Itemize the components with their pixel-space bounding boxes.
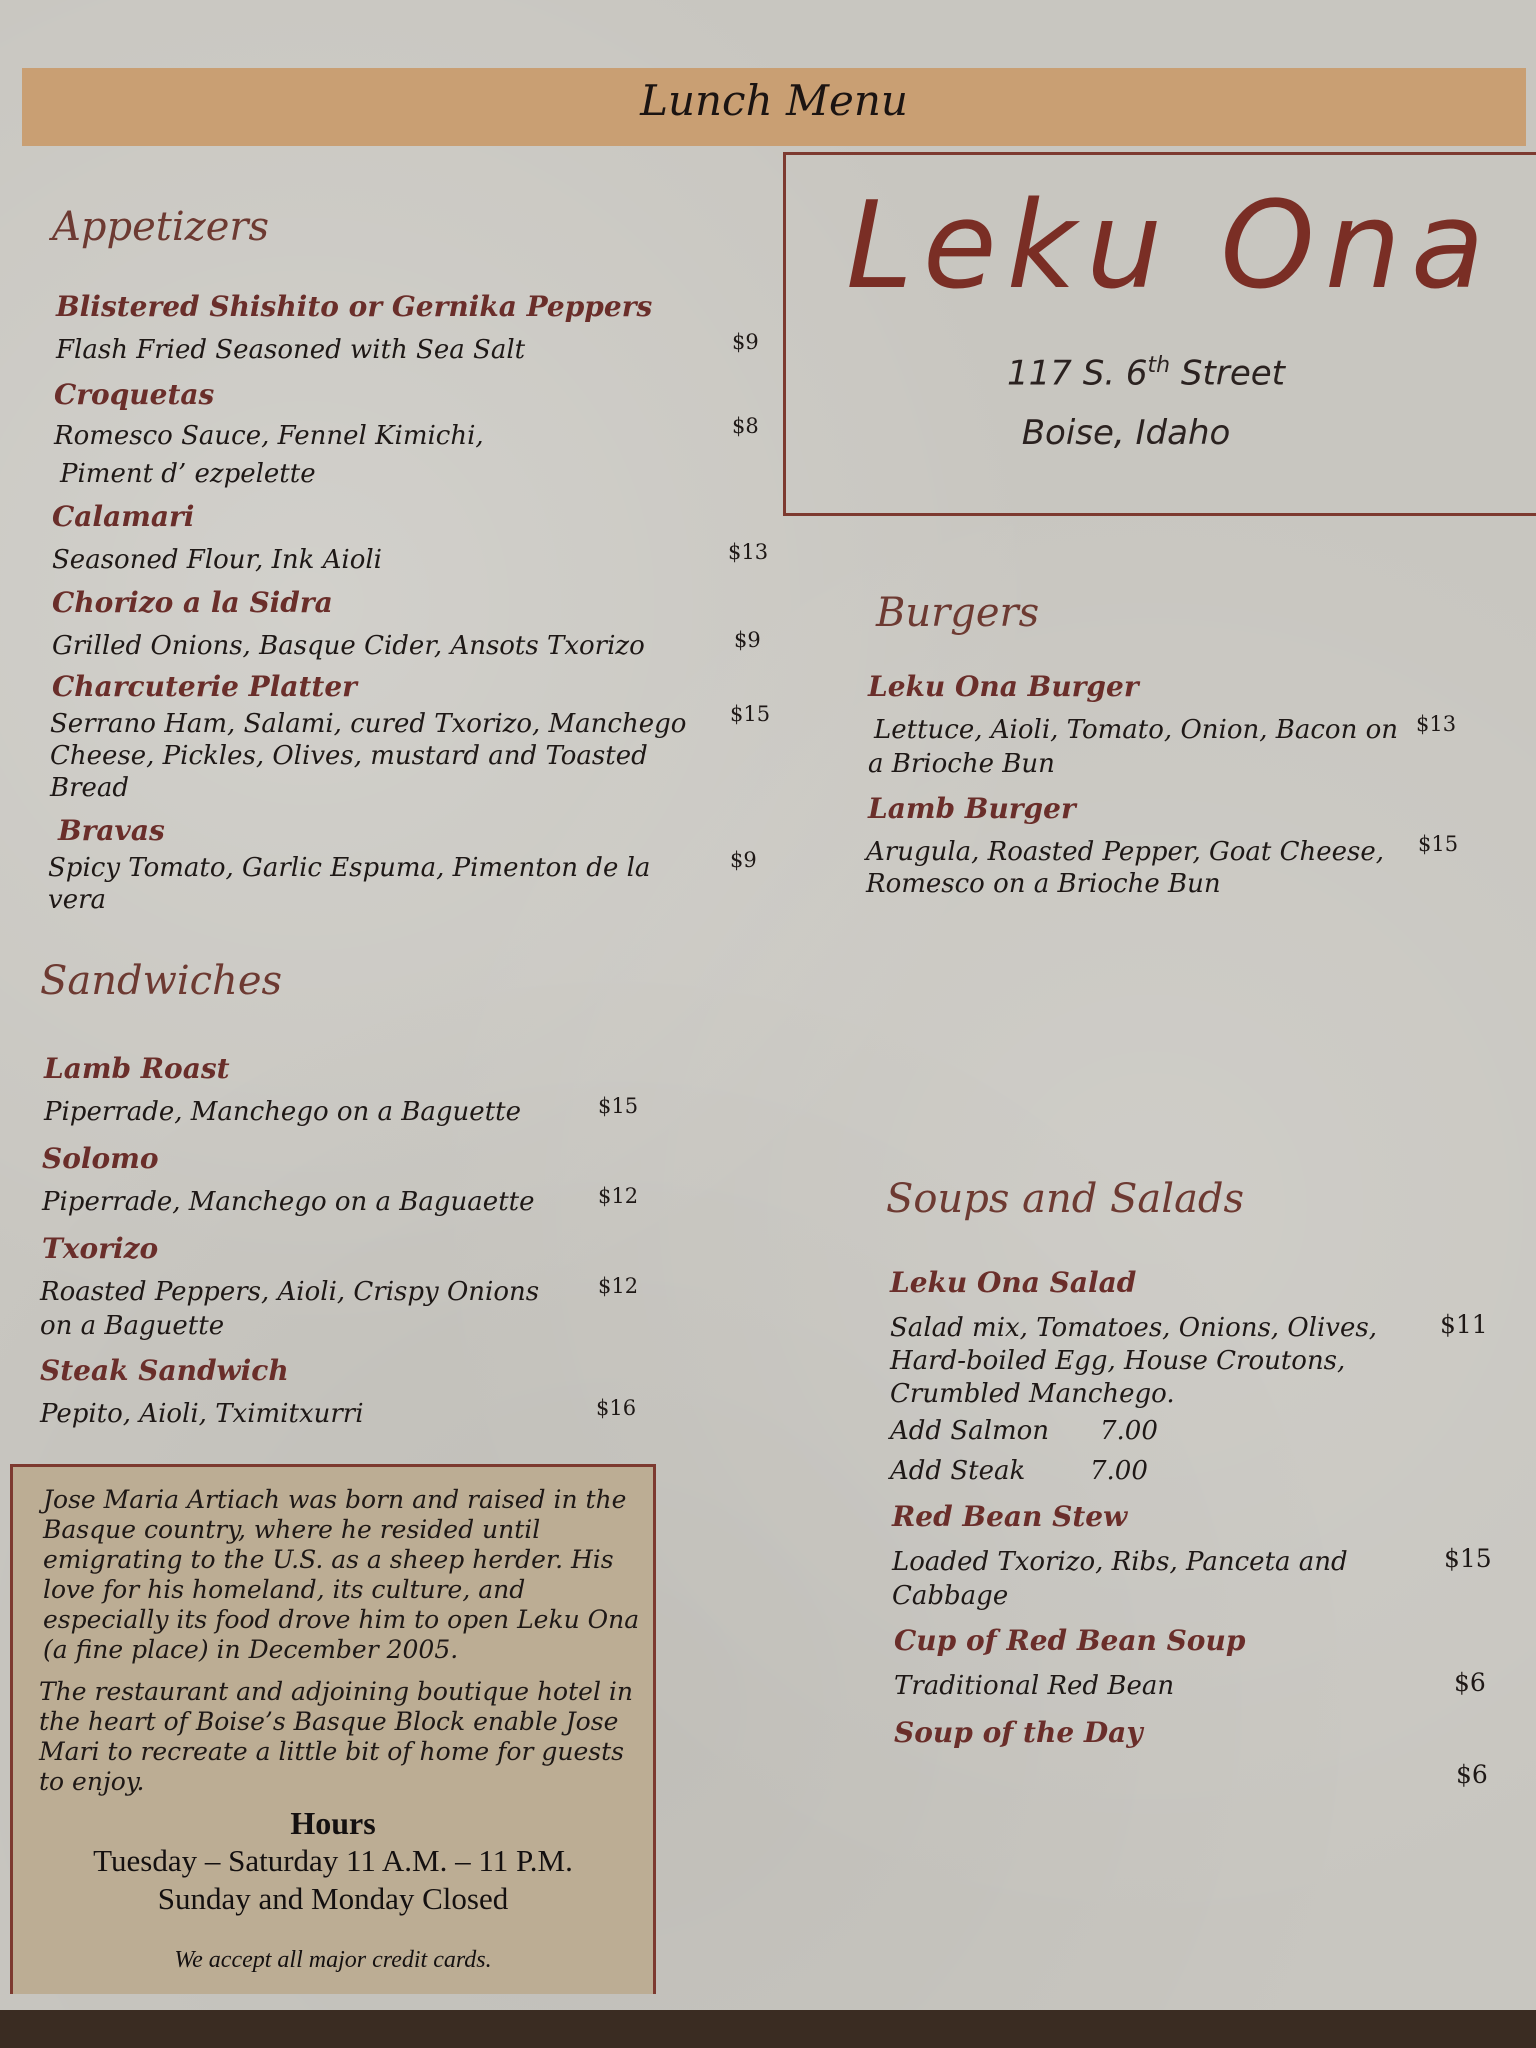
menu-item-price: $13: [1416, 712, 1457, 736]
page-title: Lunch Menu: [640, 76, 908, 125]
menu-item-price: $11: [1440, 1310, 1488, 1339]
menu-item-desc: Piperrade, Manchego on a Baguaette: [42, 1187, 535, 1217]
menu-item-name: Steak Sandwich: [40, 1354, 289, 1387]
menu-item-desc: Seasoned Flour, Ink Aioli: [52, 545, 383, 575]
menu-item-price: $15: [1444, 1544, 1492, 1573]
menu-item-desc: Romesco on a Brioche Bun: [866, 869, 1221, 899]
table-edge: [0, 2010, 1536, 2048]
menu-item-name: Chorizo a la Sidra: [52, 586, 333, 619]
story-paragraph-2: The restaurant and adjoining boutique hotel in the heart of Boise’s Basque Block enable Jose Mari to recreate a little bit of home for guests to enjoy.: [39, 1677, 633, 1796]
menu-item-desc: Piment d’ ezpelette: [60, 459, 316, 489]
menu-item-price: $6: [1454, 1668, 1486, 1697]
menu-item-name: Cup of Red Bean Soup: [894, 1624, 1246, 1657]
menu-item-price: $9: [730, 848, 757, 872]
menu-item-desc: Pepito, Aioli, Tximitxurri: [40, 1399, 364, 1429]
salad-addon: Add Salmon 7.00: [890, 1416, 1158, 1446]
credit-card-note: We accept all major credit cards.: [174, 1947, 492, 1973]
section-title-sandwiches: Sandwiches: [40, 958, 283, 1004]
menu-item-desc: Traditional Red Bean: [894, 1671, 1175, 1701]
menu-item-name: Charcuterie Platter: [52, 670, 357, 703]
menu-item-price: $12: [598, 1184, 639, 1208]
hours-line: Sunday and Monday Closed: [157, 1881, 509, 1916]
menu-item-name: Txorizo: [42, 1232, 159, 1265]
menu-item-desc: Roasted Peppers, Aioli, Crispy Onions: [40, 1277, 540, 1307]
title-bar: [22, 68, 1526, 146]
menu-item-price: $9: [732, 330, 759, 354]
menu-item-name: Solomo: [42, 1142, 159, 1175]
menu-item-desc: Romesco Sauce, Fennel Kimichi,: [54, 421, 484, 451]
menu-item-desc: Cabbage: [892, 1581, 1009, 1611]
menu-item-desc: Salad mix, Tomatoes, Onions, Olives,: [890, 1313, 1377, 1343]
menu-item-desc: Hard-boiled Egg, House Croutons,: [890, 1346, 1346, 1376]
menu-item-desc: Spicy Tomato, Garlic Espuma, Pimenton de la: [48, 853, 651, 883]
menu-item-desc: Lettuce, Aioli, Tomato, Onion, Bacon on: [874, 715, 1398, 745]
city-address: Boise, Idaho: [1021, 413, 1231, 453]
menu-item-price: $15: [1418, 832, 1459, 856]
menu-item-price: $12: [598, 1274, 639, 1298]
menu-item-name: Bravas: [58, 814, 165, 847]
menu-item-desc: Cheese, Pickles, Olives, mustard and Toasted: [50, 741, 648, 771]
menu-item-price: $8: [732, 414, 759, 438]
story-box: [10, 1464, 656, 1994]
menu-item-desc: Crumbled Manchego.: [890, 1379, 1175, 1409]
menu-item-price: $6: [1456, 1760, 1488, 1789]
menu-item-name: Lamb Roast: [44, 1052, 230, 1085]
section-title-appetizers: Appetizers: [52, 204, 270, 250]
section-title-burgers: Burgers: [876, 590, 1040, 636]
menu-item-price: $16: [596, 1396, 637, 1420]
menu-item-name: Red Bean Stew: [892, 1500, 1128, 1533]
menu-item-name: Croquetas: [54, 378, 215, 411]
story-paragraph-1: Jose Maria Artiach was born and raised in the Basque country, where he resided until emigrating to the U.S. as a sheep herder. His love for his homeland, its culture, and especially its food drove him to open Leku Ona (a fine place) in December 2005.: [43, 1485, 640, 1664]
menu-item-desc: Flash Fried Seasoned with Sea Salt: [56, 335, 526, 365]
menu-item-price: $13: [728, 540, 769, 564]
menu-item-desc: Grilled Onions, Basque Cider, Ansots Txorizo: [52, 631, 645, 661]
section-title-soups-salads: Soups and Salads: [886, 1176, 1245, 1222]
menu-item-name: Calamari: [52, 500, 195, 533]
menu-item-name: Leku Ona Burger: [868, 670, 1139, 703]
menu-item-desc: a Brioche Bun: [868, 749, 1055, 779]
menu-item-desc: vera: [48, 885, 107, 915]
hours-line: Tuesday – Saturday 11 A.M. – 11 P.M.: [93, 1843, 573, 1878]
menu-item-desc: Serrano Ham, Salami, cured Txorizo, Manchego: [50, 709, 687, 739]
restaurant-name: Leku Ona: [846, 177, 1495, 316]
menu-item-price: $15: [730, 702, 771, 726]
menu-item-price: $9: [734, 628, 761, 652]
menu-item-name: Lamb Burger: [868, 792, 1076, 825]
street-address: 117 S. 6th Street: [1007, 353, 1285, 394]
menu-item-desc: Bread: [50, 773, 130, 803]
menu-item-name: Leku Ona Salad: [890, 1266, 1137, 1299]
hours-title: Hours: [290, 1805, 376, 1841]
menu-item-price: $15: [598, 1094, 639, 1118]
salad-addon: Add Steak 7.00: [890, 1456, 1148, 1486]
menu-item-name: Soup of the Day: [894, 1716, 1143, 1749]
menu-item-desc: Arugula, Roasted Pepper, Goat Cheese,: [866, 837, 1385, 867]
menu-item-name: Blistered Shishito or Gernika Peppers: [56, 290, 653, 323]
brand-box: [783, 152, 1536, 516]
menu-item-desc: on a Baguette: [40, 1311, 225, 1341]
menu-item-desc: Piperrade, Manchego on a Baguette: [44, 1097, 521, 1127]
menu-item-desc: Loaded Txorizo, Ribs, Panceta and: [892, 1547, 1348, 1577]
